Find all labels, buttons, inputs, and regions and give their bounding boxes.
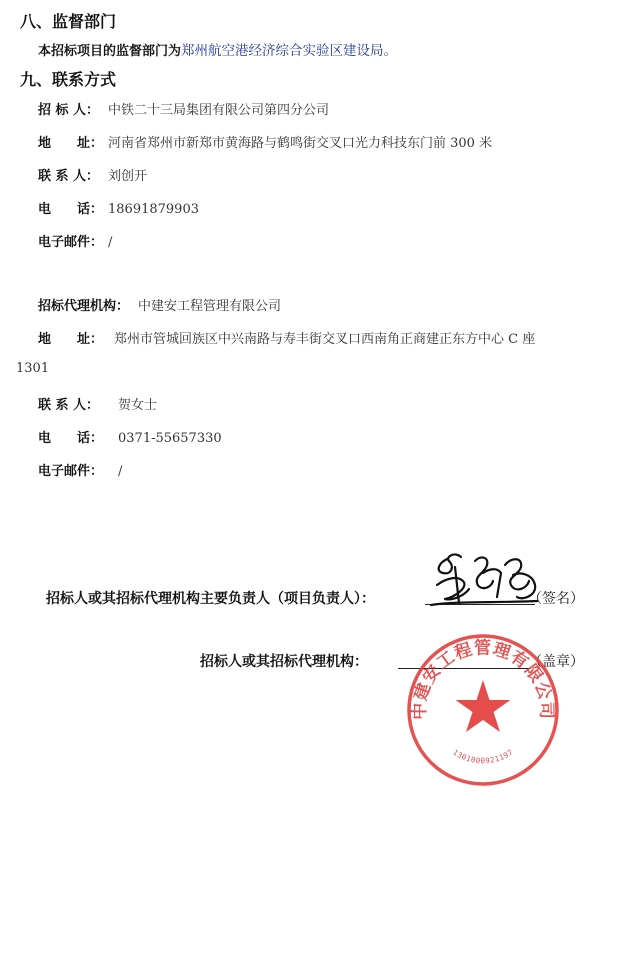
seal-company-text: 中建安工程管理有限公司 [409, 638, 557, 720]
tenderer-name-value: 中铁二十三局集团有限公司第四分公司 [108, 103, 330, 118]
tenderer-email-value: / [108, 235, 113, 250]
agency-phone-row [38, 427, 222, 446]
agency-phone-label: 电 话： [38, 431, 104, 446]
tenderer-contact-row [38, 165, 147, 184]
tenderer-name-row [38, 99, 329, 118]
tenderer-contact-label: 联 系 人： [38, 169, 100, 184]
supervision-department-value: 郑州航空港经济综合实验区建设局。 [181, 43, 398, 59]
agency-address-row [38, 328, 535, 347]
section-9-heading: 九、联系方式 [20, 70, 117, 89]
agency-address-label: 地 址： [38, 332, 104, 347]
agency-name-row [38, 295, 281, 314]
tenderer-contact-value: 刘创开 [108, 169, 148, 184]
agency-phone-value: 0371-55657330 [118, 431, 222, 446]
signature-suffix: （签名） [528, 591, 584, 607]
agency-address-continuation: 1301 [16, 361, 50, 376]
seal-star-icon [456, 680, 511, 732]
supervision-sentence-part-3: 为 [168, 44, 182, 59]
company-seal [405, 632, 561, 788]
agency-email-label: 电子邮件： [38, 464, 104, 479]
tenderer-phone-label: 电 话： [38, 202, 104, 217]
agency-address-value: 郑州市管城回族区中兴南路与寿丰街交叉口西南角正商建正东方中心 C 座 [114, 332, 536, 347]
seal-suffix: （盖章） [528, 654, 584, 670]
handwritten-signature [425, 545, 545, 609]
tenderer-address-row [38, 132, 492, 151]
agency-email-value: / [118, 464, 123, 479]
tenderer-address-value: 河南省郑州市新郑市黄海路与鹤鸣街交叉口光力科技东门前 300 米 [108, 136, 493, 151]
section-8-heading: 八、监督部门 [20, 12, 117, 31]
tenderer-address-label: 地 址： [38, 136, 104, 151]
agency-contact-label: 联 系 人： [38, 398, 100, 413]
tenderer-email-label: 电子邮件： [38, 235, 104, 250]
agency-contact-value: 贺女士 [118, 398, 158, 413]
agency-seal-label: 招标人或其招标代理机构： [200, 654, 368, 670]
tenderer-name-label: 招 标 人： [38, 103, 100, 118]
supervision-sentence-part-1: 本招标项目的 [38, 44, 117, 59]
agency-name-label: 招标代理机构： [38, 299, 130, 314]
tenderer-email-row [38, 231, 112, 250]
supervision-sentence-part-2: 监督部门 [116, 44, 169, 59]
principal-signature-label: 招标人或其招标代理机构主要负责人（项目负责人）： [46, 591, 375, 607]
tenderer-phone-value: 18691879903 [108, 202, 199, 217]
agency-email-row [38, 460, 122, 479]
seal-number-text: 1301000921197 [451, 747, 515, 766]
agency-contact-row [38, 394, 157, 413]
tenderer-phone-row [38, 198, 199, 217]
supervision-sentence [38, 39, 397, 59]
agency-name-value: 中建安工程管理有限公司 [138, 299, 282, 314]
